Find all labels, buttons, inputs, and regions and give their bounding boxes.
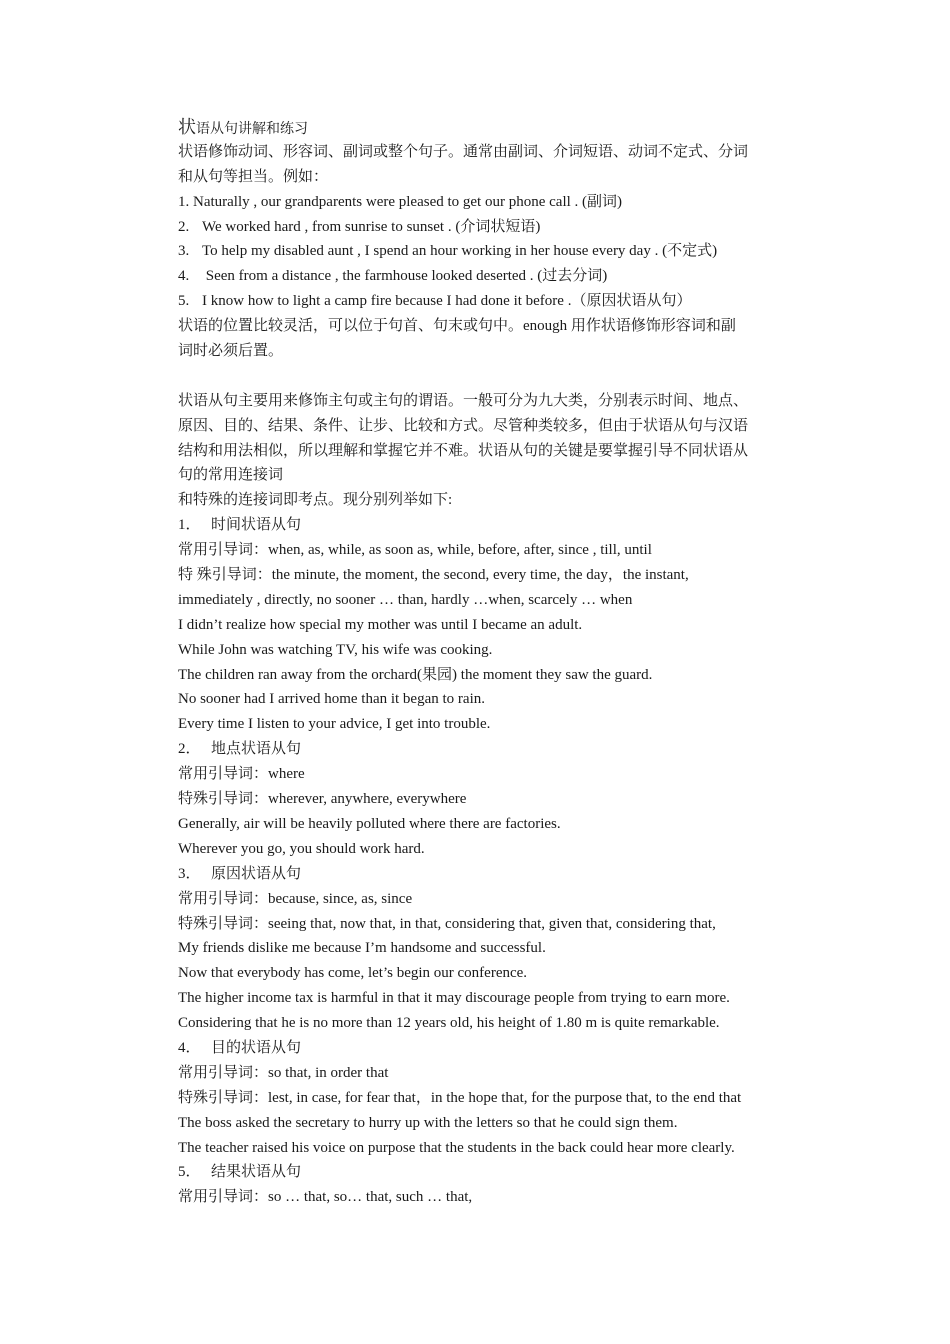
example-text: Seen from a distance , the farmhouse looked deserted . (过去分词) bbox=[202, 268, 608, 285]
section-title: 结果状语从句 bbox=[211, 1164, 302, 1181]
document-title bbox=[178, 115, 818, 140]
example-text: I know how to light a camp fire because I had done it before .（原因状语从句） bbox=[202, 293, 692, 310]
example-line bbox=[178, 215, 818, 240]
position-note-line: 词时必须后置。 bbox=[178, 343, 284, 360]
section-title: 目的状语从句 bbox=[211, 1039, 302, 1056]
example-line bbox=[178, 239, 818, 264]
section-line: Generally, air will be heavily polluted where there are factories. bbox=[178, 815, 561, 832]
example-number: 1. bbox=[178, 193, 190, 210]
section-heading bbox=[178, 862, 818, 887]
section-line: The higher income tax is harmful in that it may discourage people from trying to earn more. bbox=[178, 990, 730, 1007]
section-line: 特殊引导词：lest, in case, for fear that，in the hope that, for the purpose that, to the end that bbox=[178, 1089, 742, 1106]
section-line: Now that everybody has come, let’s begin our conference. bbox=[178, 965, 528, 982]
section-line: Wherever you go, you should work hard. bbox=[178, 840, 425, 857]
example-number: 5. bbox=[178, 293, 190, 310]
intro-line: 状语修饰动词、形容词、副词或整个句子。通常由副词、介词短语、动词不定式、分词 bbox=[178, 143, 749, 160]
section-number: 2． bbox=[178, 741, 201, 758]
overview-line: 和特殊的连接词即考点。现分别列举如下: bbox=[178, 492, 453, 509]
blank-line bbox=[178, 364, 818, 389]
section-number: 5． bbox=[178, 1164, 201, 1181]
example-line bbox=[178, 264, 818, 289]
section-line: 常用引导词：when, as, while, as soon as, while, before, after, since , till, until bbox=[178, 542, 652, 559]
document-page bbox=[178, 115, 818, 1210]
section-line: 特殊引导词：seeing that, now that, in that, considering that, given that, considering that, bbox=[178, 915, 716, 932]
example-number: 3. bbox=[178, 243, 190, 260]
section-title: 时间状语从句 bbox=[211, 517, 302, 534]
section-title: 原因状语从句 bbox=[211, 865, 302, 882]
title-first-char: 状 bbox=[178, 117, 196, 137]
overview-line: 状语从句主要用来修饰主句或主句的谓语。一般可分为九大类，分别表示时间、地点、 bbox=[178, 392, 749, 409]
overview-line: 原因、目的、结果、条件、让步、比较和方式。尽管种类较多，但由于状语从句与汉语 bbox=[178, 417, 749, 434]
section-line: immediately , directly, no sooner … than, hardly …when, scarcely … when bbox=[178, 591, 633, 608]
section-line: I didn’t realize how special my mother was until I became an adult. bbox=[178, 616, 583, 633]
section-number: 1． bbox=[178, 517, 201, 534]
section-line: 特 殊引导词：the minute, the moment, the second, every time, the day，the instant, bbox=[178, 567, 689, 584]
section-line: The boss asked the secretary to hurry up with the letters so that he could sign them. bbox=[178, 1114, 678, 1131]
section-line: My friends dislike me because I’m handsome and successful. bbox=[178, 940, 546, 957]
example-number: 2. bbox=[178, 218, 190, 235]
section-heading bbox=[178, 737, 818, 762]
example-line bbox=[178, 190, 818, 215]
example-line bbox=[178, 289, 818, 314]
example-text: To help my disabled aunt , I spend an hour working in her house every day . (不定式) bbox=[202, 243, 718, 260]
section-heading bbox=[178, 513, 818, 538]
overview-line: 结构和用法相似，所以理解和掌握它并不难。状语从句的关键是要掌握引导不同状语从 bbox=[178, 442, 749, 459]
section-line: While John was watching TV, his wife was cooking. bbox=[178, 641, 493, 658]
section-heading bbox=[178, 1036, 818, 1061]
section-line: 常用引导词：where bbox=[178, 766, 305, 783]
example-number: 4. bbox=[178, 268, 190, 285]
title-rest: 语从句讲解和练习 bbox=[196, 122, 308, 137]
section-title: 地点状语从句 bbox=[211, 741, 302, 758]
example-text: Naturally , our grandparents were pleased to get our phone call . (副词) bbox=[193, 193, 623, 210]
position-note-line: 状语的位置比较灵活，可以位于句首、句末或句中。enough 用作状语修饰形容词和副 bbox=[178, 318, 736, 335]
section-number: 4． bbox=[178, 1039, 201, 1056]
section-line: The children ran away from the orchard(果园) the moment they saw the guard. bbox=[178, 666, 653, 683]
section-line: Every time I listen to your advice, I get into trouble. bbox=[178, 716, 491, 733]
example-text: We worked hard , from sunrise to sunset . (介词状短语) bbox=[202, 218, 541, 235]
section-line: 常用引导词：so … that, so… that, such … that, bbox=[178, 1189, 473, 1206]
section-heading bbox=[178, 1160, 818, 1185]
section-line: 常用引导词：so that, in order that bbox=[178, 1064, 389, 1081]
section-line: Considering that he is no more than 12 years old, his height of 1.80 m is quite remarkable. bbox=[178, 1015, 720, 1032]
section-line: 特殊引导词：wherever, anywhere, everywhere bbox=[178, 791, 467, 808]
intro-line: 和从句等担当。例如： bbox=[178, 168, 329, 185]
section-number: 3． bbox=[178, 865, 201, 882]
overview-line: 句的常用连接词 bbox=[178, 467, 284, 484]
section-line: 常用引导词：because, since, as, since bbox=[178, 890, 413, 907]
section-line: The teacher raised his voice on purpose that the students in the back could hear more clearly. bbox=[178, 1139, 735, 1156]
section-line: No sooner had I arrived home than it began to rain. bbox=[178, 691, 485, 708]
